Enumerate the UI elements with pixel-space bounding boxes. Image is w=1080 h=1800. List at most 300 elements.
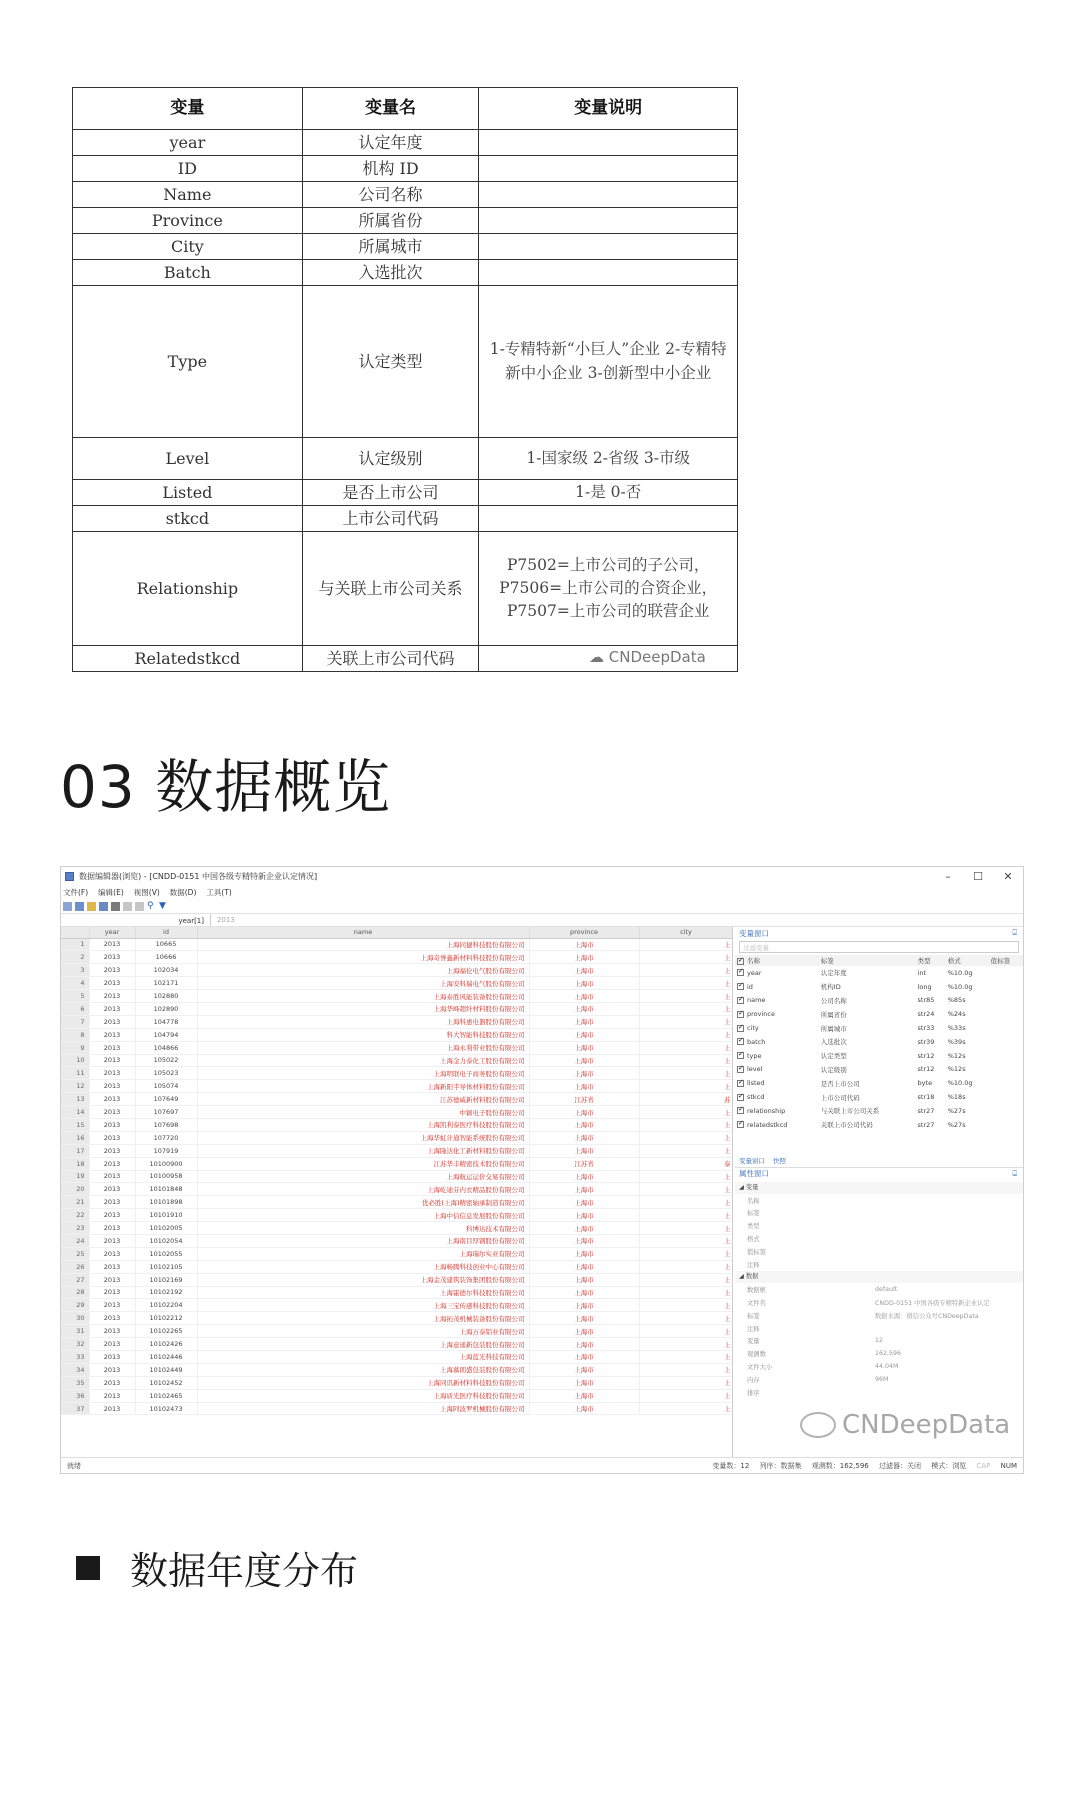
cell-province[interactable]: 上海市 <box>529 1144 639 1157</box>
var-col-value-label[interactable]: 值标签 <box>989 955 1023 966</box>
property-row[interactable] <box>735 1322 1023 1335</box>
cell-province[interactable]: 上海市 <box>529 1118 639 1131</box>
cell-name[interactable]: 上海三宝传感科技股份有限公司 <box>197 1299 529 1312</box>
print-icon[interactable] <box>111 902 120 911</box>
cell-city[interactable]: 上 <box>639 1338 733 1351</box>
table-row[interactable] <box>61 938 733 951</box>
checkbox-icon[interactable] <box>737 1052 744 1059</box>
row-number[interactable]: 29 <box>61 1299 89 1312</box>
checkbox-icon[interactable] <box>737 1011 744 1018</box>
cell-id[interactable]: 10102054 <box>135 1234 197 1247</box>
property-row[interactable] <box>735 1373 1023 1386</box>
row-number[interactable]: 36 <box>61 1389 89 1402</box>
cell-province[interactable]: 上海市 <box>529 1222 639 1235</box>
variable-row[interactable] <box>735 1007 1023 1021</box>
cell-province[interactable]: 上海市 <box>529 977 639 990</box>
cell-province[interactable]: 上海市 <box>529 1015 639 1028</box>
cell-year[interactable]: 2013 <box>89 1325 135 1338</box>
cell-year[interactable]: 2013 <box>89 1247 135 1260</box>
cell-province[interactable]: 上海市 <box>529 1402 639 1415</box>
cell-city[interactable]: 上 <box>639 1260 733 1273</box>
cell-name[interactable]: 上海畅腾科技创业中心有限公司 <box>197 1260 529 1273</box>
cell-year[interactable]: 2013 <box>89 1363 135 1376</box>
save-icon[interactable] <box>99 902 108 911</box>
cell-year[interactable]: 2013 <box>89 990 135 1003</box>
cell-name[interactable]: 上海金力泰化工股份有限公司 <box>197 1054 529 1067</box>
cell-name[interactable]: 上海福伦电气股份有限公司 <box>197 964 529 977</box>
cell-id[interactable]: 10102105 <box>135 1260 197 1273</box>
cell-year[interactable]: 2013 <box>89 1015 135 1028</box>
cell-id[interactable]: 10100900 <box>135 1157 197 1170</box>
row-number[interactable]: 24 <box>61 1234 89 1247</box>
cell-id[interactable]: 10102212 <box>135 1312 197 1325</box>
cell-year[interactable]: 2013 <box>89 1002 135 1015</box>
cell-name[interactable]: 上海航运运价交易有限公司 <box>197 1170 529 1183</box>
cell-name[interactable]: 上海华峰超纤材料股份有限公司 <box>197 1002 529 1015</box>
cell-name[interactable]: 优必胜(上海)精密轴承制造有限公司 <box>197 1196 529 1209</box>
cell-province[interactable]: 上海市 <box>529 1080 639 1093</box>
cell-year[interactable]: 2013 <box>89 1338 135 1351</box>
cell-city[interactable]: 上 <box>639 1247 733 1260</box>
cell-id[interactable]: 10102452 <box>135 1376 197 1389</box>
cell-year[interactable]: 2013 <box>89 938 135 951</box>
row-number[interactable]: 22 <box>61 1209 89 1222</box>
cell-province[interactable]: 上海市 <box>529 964 639 977</box>
variable-row[interactable] <box>735 1063 1023 1077</box>
checkbox-icon[interactable] <box>737 1107 744 1114</box>
pin-icon[interactable]: ⌹ <box>1012 1168 1017 1178</box>
table-row[interactable] <box>61 951 733 964</box>
cell-city[interactable]: 上 <box>639 1028 733 1041</box>
column-header-province[interactable]: province <box>529 927 639 938</box>
table-row[interactable] <box>61 1118 733 1131</box>
cell-province[interactable]: 上海市 <box>529 1312 639 1325</box>
cell-name[interactable]: 江苏华丰精密技术股份有限公司 <box>197 1157 529 1170</box>
cell-city[interactable]: 上 <box>639 1067 733 1080</box>
cell-id[interactable]: 107698 <box>135 1118 197 1131</box>
cell-province[interactable]: 江苏省 <box>529 1157 639 1170</box>
row-number[interactable]: 10 <box>61 1054 89 1067</box>
variable-row[interactable] <box>735 1076 1023 1090</box>
table-row[interactable] <box>61 1067 733 1080</box>
cell-city[interactable]: 上 <box>639 964 733 977</box>
cell-year[interactable]: 2013 <box>89 1118 135 1131</box>
cell-value-input[interactable]: 2013 <box>217 916 235 924</box>
cell-year[interactable]: 2013 <box>89 1106 135 1119</box>
cell-city[interactable]: 上 <box>639 1234 733 1247</box>
cell-year[interactable]: 2013 <box>89 964 135 977</box>
cell-year[interactable]: 2013 <box>89 1067 135 1080</box>
cell-city[interactable]: 上 <box>639 1196 733 1209</box>
column-header-name[interactable]: name <box>197 927 529 938</box>
cell-province[interactable]: 上海市 <box>529 1260 639 1273</box>
table-row[interactable] <box>61 1247 733 1260</box>
row-number[interactable]: 14 <box>61 1106 89 1119</box>
cell-year[interactable]: 2013 <box>89 1376 135 1389</box>
cell-year[interactable]: 2013 <box>89 1196 135 1209</box>
table-row[interactable] <box>61 1325 733 1338</box>
table-row[interactable] <box>61 1028 733 1041</box>
cell-year[interactable]: 2013 <box>89 1299 135 1312</box>
cell-province[interactable]: 上海市 <box>529 1054 639 1067</box>
table-row[interactable] <box>61 964 733 977</box>
cell-id[interactable]: 10102204 <box>135 1299 197 1312</box>
cell-province[interactable]: 上海市 <box>529 1273 639 1286</box>
cell-province[interactable]: 上海市 <box>529 1067 639 1080</box>
cell-year[interactable]: 2013 <box>89 1080 135 1093</box>
cell-year[interactable]: 2013 <box>89 1170 135 1183</box>
cell-year[interactable]: 2013 <box>89 1054 135 1067</box>
cell-province[interactable]: 上海市 <box>529 1351 639 1364</box>
cell-id[interactable]: 102034 <box>135 964 197 977</box>
cell-year[interactable]: 2013 <box>89 1260 135 1273</box>
cell-id[interactable]: 102880 <box>135 990 197 1003</box>
cell-name[interactable]: 上海新阳半导体材料股份有限公司 <box>197 1080 529 1093</box>
cell-city[interactable]: 上 <box>639 1118 733 1131</box>
cell-city[interactable]: 上 <box>639 1312 733 1325</box>
checkbox-icon[interactable] <box>737 1094 744 1101</box>
checkbox-icon[interactable] <box>737 1038 744 1045</box>
row-number[interactable]: 37 <box>61 1402 89 1415</box>
cell-year[interactable]: 2013 <box>89 1351 135 1364</box>
cell-name[interactable]: 上海同捷科技股份有限公司 <box>197 938 529 951</box>
cell-name[interactable]: 上海万泰铝业有限公司 <box>197 1325 529 1338</box>
cell-id[interactable]: 10100958 <box>135 1170 197 1183</box>
cell-name[interactable]: 上海永利带业股份有限公司 <box>197 1041 529 1054</box>
table-row[interactable] <box>61 1299 733 1312</box>
cell-name[interactable]: 上海阿波罗机械股份有限公司 <box>197 1402 529 1415</box>
row-number[interactable]: 13 <box>61 1093 89 1106</box>
open-icon[interactable] <box>87 902 96 911</box>
table-row[interactable] <box>61 1209 733 1222</box>
cell-name[interactable]: 上海隆达化工新材料股份有限公司 <box>197 1144 529 1157</box>
row-number[interactable]: 6 <box>61 1002 89 1015</box>
cell-year[interactable]: 2013 <box>89 977 135 990</box>
property-row[interactable] <box>735 1334 1023 1347</box>
cell-province[interactable]: 上海市 <box>529 1376 639 1389</box>
maximize-button[interactable]: ☐ <box>973 869 983 883</box>
minimize-button[interactable]: – <box>945 869 951 883</box>
grid-icon[interactable] <box>75 902 84 911</box>
cell-city[interactable]: 上 <box>639 1054 733 1067</box>
cell-id[interactable]: 105022 <box>135 1054 197 1067</box>
table-row[interactable] <box>61 1402 733 1415</box>
cell-name[interactable]: 科大智能科技股份有限公司 <box>197 1028 529 1041</box>
table-row[interactable] <box>61 1015 733 1028</box>
cell-year[interactable]: 2013 <box>89 1131 135 1144</box>
filter-icon[interactable]: ▼ <box>159 900 166 911</box>
cell-name[interactable]: 上海金茂建筑装饰集团股份有限公司 <box>197 1273 529 1286</box>
cell-name[interactable]: 上海蓝光科技有限公司 <box>197 1351 529 1364</box>
cell-city[interactable]: 上 <box>639 1299 733 1312</box>
cell-name[interactable]: 上海质光医疗科技股份有限公司 <box>197 1389 529 1402</box>
cell-year[interactable]: 2013 <box>89 1209 135 1222</box>
cell-name[interactable]: 上海同讯新材料科技股份有限公司 <box>197 1376 529 1389</box>
prop-group-variable[interactable]: ◢ 变量 <box>735 1182 1023 1194</box>
cell-name[interactable]: 上海安科瑞电气股份有限公司 <box>197 977 529 990</box>
property-row[interactable] <box>735 1245 1023 1258</box>
table-row[interactable] <box>61 1144 733 1157</box>
row-number[interactable]: 15 <box>61 1118 89 1131</box>
cell-province[interactable]: 上海市 <box>529 1131 639 1144</box>
column-header-year[interactable]: year <box>89 927 135 938</box>
property-row[interactable] <box>735 1258 1023 1271</box>
cell-city[interactable]: 上 <box>639 1351 733 1364</box>
cell-city[interactable]: 上 <box>639 1363 733 1376</box>
table-row[interactable] <box>61 1376 733 1389</box>
cell-province[interactable]: 上海市 <box>529 1209 639 1222</box>
var-col-name[interactable]: ✓名称 <box>735 955 819 966</box>
column-header-city[interactable]: city <box>639 927 733 938</box>
cell-id[interactable]: 10666 <box>135 951 197 964</box>
cell-id[interactable]: 102890 <box>135 1002 197 1015</box>
cell-province[interactable]: 上海市 <box>529 1170 639 1183</box>
cell-id[interactable]: 10665 <box>135 938 197 951</box>
row-number[interactable]: 28 <box>61 1286 89 1299</box>
cell-city[interactable]: 苏 <box>639 1093 733 1106</box>
table-row[interactable] <box>61 1131 733 1144</box>
cell-province[interactable]: 上海市 <box>529 990 639 1003</box>
checkbox-icon[interactable] <box>737 1066 744 1073</box>
row-number[interactable]: 25 <box>61 1247 89 1260</box>
cell-name[interactable]: 上海中信信息发展股份有限公司 <box>197 1209 529 1222</box>
row-number[interactable]: 31 <box>61 1325 89 1338</box>
variable-filter-input[interactable] <box>739 941 1019 953</box>
cell-name[interactable]: 上海科惠电器股份有限公司 <box>197 1015 529 1028</box>
cell-city[interactable]: 上 <box>639 1106 733 1119</box>
table-row[interactable] <box>61 1054 733 1067</box>
row-number[interactable]: 27 <box>61 1273 89 1286</box>
cell-id[interactable]: 104866 <box>135 1041 197 1054</box>
property-row[interactable] <box>735 1232 1023 1245</box>
cell-id[interactable]: 10102426 <box>135 1338 197 1351</box>
menu-file[interactable]: 文件(F) <box>63 887 89 897</box>
cell-year[interactable]: 2013 <box>89 1402 135 1415</box>
cell-year[interactable]: 2013 <box>89 1312 135 1325</box>
table-row[interactable] <box>61 1196 733 1209</box>
cell-province[interactable]: 上海市 <box>529 1196 639 1209</box>
cell-city[interactable]: 上 <box>639 1144 733 1157</box>
cell-year[interactable]: 2013 <box>89 1157 135 1170</box>
cell-name[interactable]: 中颖电子股份有限公司 <box>197 1106 529 1119</box>
row-number[interactable]: 34 <box>61 1363 89 1376</box>
var-col-type[interactable]: 类型 <box>916 955 946 966</box>
cell-id[interactable]: 107720 <box>135 1131 197 1144</box>
cell-name[interactable]: 上海明联电子商务股份有限公司 <box>197 1067 529 1080</box>
cell-year[interactable]: 2013 <box>89 1286 135 1299</box>
menu-data[interactable]: 数据(D) <box>169 887 197 897</box>
row-number[interactable]: 20 <box>61 1183 89 1196</box>
cell-city[interactable]: 上 <box>639 1015 733 1028</box>
row-number[interactable]: 5 <box>61 990 89 1003</box>
cell-city[interactable]: 上 <box>639 1170 733 1183</box>
prop-group-data[interactable]: ◢ 数据 <box>735 1271 1023 1283</box>
cell-province[interactable]: 江苏省 <box>529 1093 639 1106</box>
cell-id[interactable]: 10102055 <box>135 1247 197 1260</box>
row-number[interactable]: 33 <box>61 1351 89 1364</box>
cell-city[interactable]: 上 <box>639 1131 733 1144</box>
table-row[interactable] <box>61 1170 733 1183</box>
cell-city[interactable]: 上 <box>639 938 733 951</box>
cell-name[interactable]: 上海泰胜风能装备股份有限公司 <box>197 990 529 1003</box>
paste-icon[interactable] <box>135 902 144 911</box>
row-number[interactable]: 3 <box>61 964 89 977</box>
cell-year[interactable]: 2013 <box>89 951 135 964</box>
property-row[interactable] <box>735 1219 1023 1232</box>
variable-row[interactable] <box>735 966 1023 980</box>
tab-variables[interactable]: 变量窗口 <box>739 1156 765 1165</box>
property-row[interactable] <box>735 1347 1023 1360</box>
cell-id[interactable]: 104794 <box>135 1028 197 1041</box>
close-button[interactable]: ✕ <box>1003 869 1013 883</box>
cell-id[interactable]: 105074 <box>135 1080 197 1093</box>
checkbox-icon[interactable] <box>737 1121 744 1128</box>
cell-id[interactable]: 10101898 <box>135 1196 197 1209</box>
table-row[interactable] <box>61 1157 733 1170</box>
cell-province[interactable]: 上海市 <box>529 1183 639 1196</box>
menu-view[interactable]: 视图(V) <box>133 887 160 897</box>
table-row[interactable] <box>61 977 733 990</box>
cell-province[interactable]: 上海市 <box>529 1325 639 1338</box>
cell-province[interactable]: 上海市 <box>529 1389 639 1402</box>
cell-id[interactable]: 10101910 <box>135 1209 197 1222</box>
table-row[interactable] <box>61 1093 733 1106</box>
cell-id[interactable]: 10101848 <box>135 1183 197 1196</box>
cell-province[interactable]: 上海市 <box>529 1106 639 1119</box>
cell-year[interactable]: 2013 <box>89 1273 135 1286</box>
table-row[interactable] <box>61 1338 733 1351</box>
cell-id[interactable]: 10102265 <box>135 1325 197 1338</box>
cell-city[interactable]: 泰 <box>639 1157 733 1170</box>
cell-id[interactable]: 10102465 <box>135 1389 197 1402</box>
cell-province[interactable]: 上海市 <box>529 1247 639 1260</box>
cell-year[interactable]: 2013 <box>89 1389 135 1402</box>
row-number[interactable]: 2 <box>61 951 89 964</box>
cell-year[interactable]: 2013 <box>89 1041 135 1054</box>
cell-id[interactable]: 10102449 <box>135 1363 197 1376</box>
cell-id[interactable]: 10102169 <box>135 1273 197 1286</box>
table-row[interactable] <box>61 1389 733 1402</box>
data-grid[interactable] <box>61 927 733 1457</box>
property-row[interactable] <box>735 1194 1023 1207</box>
cell-year[interactable]: 2013 <box>89 1093 135 1106</box>
table-row[interactable] <box>61 1312 733 1325</box>
var-col-label[interactable]: 标签 <box>819 955 916 966</box>
cell-city[interactable]: 上 <box>639 1222 733 1235</box>
cell-id[interactable]: 10102192 <box>135 1286 197 1299</box>
property-row[interactable] <box>735 1386 1023 1399</box>
cell-name[interactable]: 上海瑞尔实业有限公司 <box>197 1247 529 1260</box>
var-col-format[interactable]: 格式 <box>946 955 989 966</box>
cell-city[interactable]: 上 <box>639 1402 733 1415</box>
row-number[interactable]: 19 <box>61 1170 89 1183</box>
cell-province[interactable]: 上海市 <box>529 1299 639 1312</box>
variable-row[interactable] <box>735 994 1023 1008</box>
cell-name[interactable]: 上海南目厚钢股份有限公司 <box>197 1234 529 1247</box>
cell-province[interactable]: 上海市 <box>529 1234 639 1247</box>
row-number[interactable]: 16 <box>61 1131 89 1144</box>
cell-name[interactable]: 上海凯利泰医疗科技股份有限公司 <box>197 1118 529 1131</box>
variable-row[interactable] <box>735 980 1023 994</box>
property-row[interactable] <box>735 1283 1023 1296</box>
cell-id[interactable]: 102171 <box>135 977 197 990</box>
cell-city[interactable]: 上 <box>639 1376 733 1389</box>
table-row[interactable] <box>61 1041 733 1054</box>
copy-icon[interactable] <box>123 902 132 911</box>
table-row[interactable] <box>61 990 733 1003</box>
cell-name[interactable]: 上海拓茂机械装备股份有限公司 <box>197 1312 529 1325</box>
row-number[interactable]: 18 <box>61 1157 89 1170</box>
cell-id[interactable]: 107649 <box>135 1093 197 1106</box>
property-row[interactable] <box>735 1360 1023 1373</box>
table-row[interactable] <box>61 1234 733 1247</box>
row-number[interactable]: 21 <box>61 1196 89 1209</box>
cell-city[interactable]: 上 <box>639 1209 733 1222</box>
checkbox-icon[interactable] <box>737 983 744 990</box>
table-row[interactable] <box>61 1286 733 1299</box>
property-row[interactable] <box>735 1206 1023 1219</box>
row-number[interactable]: 12 <box>61 1080 89 1093</box>
row-number[interactable]: 17 <box>61 1144 89 1157</box>
row-number[interactable]: 32 <box>61 1338 89 1351</box>
variable-row[interactable] <box>735 1090 1023 1104</box>
cell-name[interactable]: 上海屹迪芬内衣精品股份有限公司 <box>197 1183 529 1196</box>
cell-city[interactable]: 上 <box>639 1183 733 1196</box>
cell-city[interactable]: 上 <box>639 1389 733 1402</box>
cell-id[interactable]: 10102005 <box>135 1222 197 1235</box>
cell-city[interactable]: 上 <box>639 1080 733 1093</box>
cell-name[interactable]: 江苏德威新材料股份有限公司 <box>197 1093 529 1106</box>
row-number[interactable]: 26 <box>61 1260 89 1273</box>
table-row[interactable] <box>61 1002 733 1015</box>
table-row[interactable] <box>61 1080 733 1093</box>
cell-province[interactable]: 上海市 <box>529 1041 639 1054</box>
checkbox-icon[interactable] <box>737 969 744 976</box>
property-row[interactable] <box>735 1309 1023 1322</box>
cell-id[interactable]: 107697 <box>135 1106 197 1119</box>
cell-id[interactable]: 10102446 <box>135 1351 197 1364</box>
cell-city[interactable]: 上 <box>639 951 733 964</box>
cell-year[interactable]: 2013 <box>89 1234 135 1247</box>
variable-row[interactable] <box>735 1118 1023 1132</box>
cell-province[interactable]: 上海市 <box>529 951 639 964</box>
checkbox-icon[interactable] <box>737 1080 744 1087</box>
table-row[interactable] <box>61 1183 733 1196</box>
cell-city[interactable]: 上 <box>639 1002 733 1015</box>
search-icon[interactable]: ⚲ <box>147 900 154 911</box>
cell-id[interactable]: 10102473 <box>135 1402 197 1415</box>
row-number[interactable]: 1 <box>61 938 89 951</box>
cell-city[interactable]: 上 <box>639 1041 733 1054</box>
cell-city[interactable]: 上 <box>639 1286 733 1299</box>
tab-snapshots[interactable]: 快照 <box>773 1156 786 1165</box>
row-number[interactable]: 8 <box>61 1028 89 1041</box>
cell-name[interactable]: 上海慕朗盛包装股份有限公司 <box>197 1363 529 1376</box>
cell-year[interactable]: 2013 <box>89 1222 135 1235</box>
variable-row[interactable] <box>735 1035 1023 1049</box>
row-number[interactable]: 11 <box>61 1067 89 1080</box>
cell-province[interactable]: 上海市 <box>529 938 639 951</box>
cell-province[interactable]: 上海市 <box>529 1338 639 1351</box>
cell-year[interactable]: 2013 <box>89 1028 135 1041</box>
variable-row[interactable] <box>735 1104 1023 1118</box>
cell-name[interactable]: 上海意通新包装股份有限公司 <box>197 1338 529 1351</box>
row-number[interactable]: 30 <box>61 1312 89 1325</box>
cell-province[interactable]: 上海市 <box>529 1363 639 1376</box>
row-number[interactable]: 35 <box>61 1376 89 1389</box>
cell-name[interactable]: 上海华虹计通智能系统股份有限公司 <box>197 1131 529 1144</box>
cell-id[interactable]: 107919 <box>135 1144 197 1157</box>
